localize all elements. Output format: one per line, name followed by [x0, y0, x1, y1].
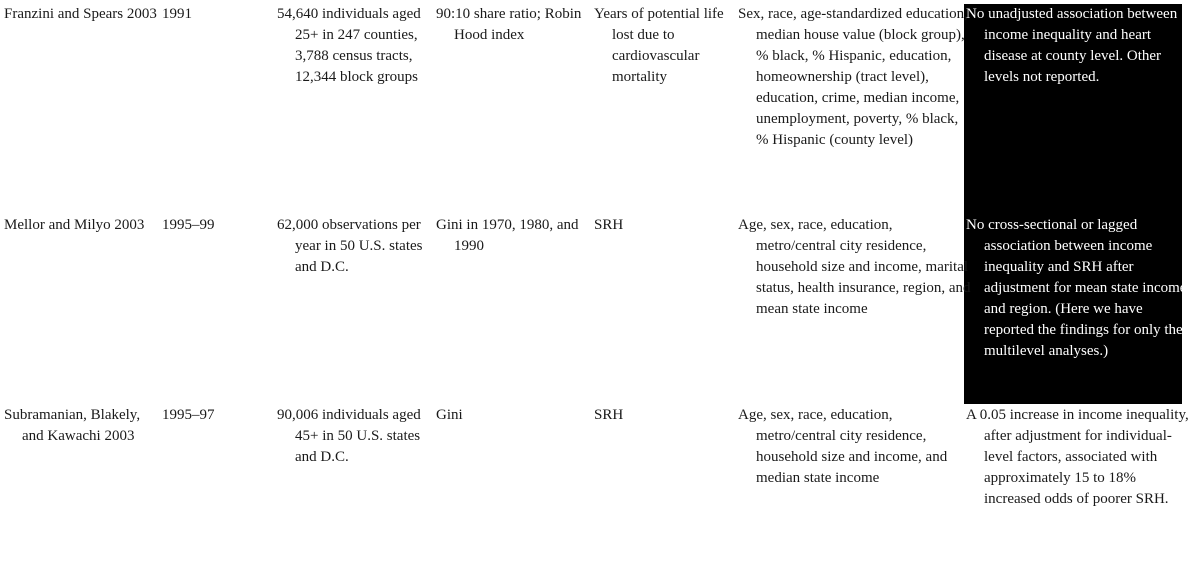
outcome-cell: SRH — [594, 407, 624, 423]
study-cell: Franzini and Spears 2003 — [4, 6, 157, 22]
findings-cell: A 0.05 increase in income inequality, after adjustment for individual-level factors, associated with approximately 15 to 18% increased odds of poorer SRH. — [966, 407, 1189, 507]
covariates-cell: Sex, race, age-standardized education, median house value (block group), % black, % Hispanic, education, homeownership (tract level), education, crime, median income, unemployment, poverty, % black, % Hispanic (county level) — [738, 6, 968, 148]
sample-cell: 62,000 observations per year in 50 U.S. states and D.C. — [277, 217, 423, 275]
study-cell: Mellor and Milyo 2003 — [4, 217, 145, 233]
year-cell: 1991 — [162, 6, 192, 22]
covariates-cell: Age, sex, race, education, metro/central city residence, household size and income, marital status, health insurance, region, and mean state income — [738, 217, 971, 317]
measure-cell: 90:10 share ratio; Robin Hood index — [436, 6, 582, 43]
study-cell: Subramanian, Blakely, and Kawachi 2003 — [4, 407, 141, 444]
year-cell: 1995–99 — [162, 217, 215, 233]
findings-cell: No cross-sectional or lagged association between income inequality and SRH after adjustment for mean state income and region. (Here we have reported the findings for only the multilevel analyses.) — [966, 217, 1187, 359]
measure-cell: Gini in 1970, 1980, and 1990 — [436, 217, 579, 254]
outcome-cell: Years of potential life lost due to cardiovascular mortality — [594, 6, 724, 85]
sample-cell: 90,006 individuals aged 45+ in 50 U.S. states and D.C. — [277, 407, 421, 465]
outcome-cell: SRH — [594, 217, 624, 233]
sample-cell: 54,640 individuals aged 25+ in 247 counties, 3,788 census tracts, 12,344 block groups — [277, 6, 421, 85]
covariates-cell: Age, sex, race, education, metro/central city residence, household size and income, and median state income — [738, 407, 948, 486]
findings-cell: No unadjusted association between income inequality and heart disease at county level. Other levels not reported. — [966, 6, 1178, 85]
year-cell: 1995–97 — [162, 407, 215, 423]
measure-cell: Gini — [436, 407, 463, 423]
